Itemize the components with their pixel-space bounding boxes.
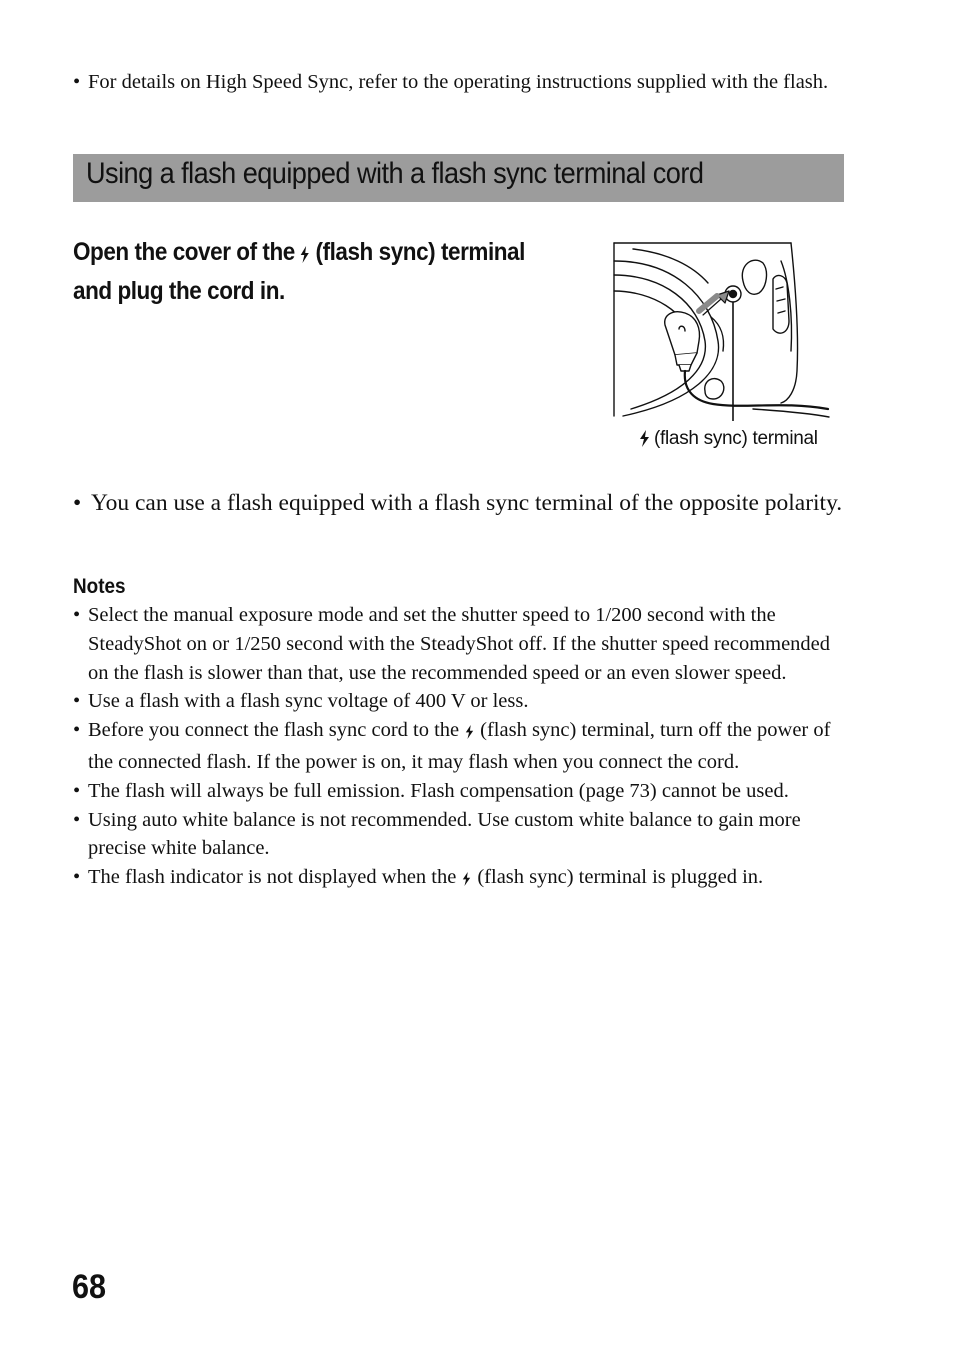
- note-item: • Select the manual exposure mode and set the shutter speed to 1/200 second with the SteadyShot on or 1/250 second with the SteadyShot off. If the shutter speed recommended on the flash is slower than that, use the recommended speed or an even slower speed.: [73, 601, 853, 687]
- flash-icon: [639, 430, 650, 453]
- note-item: • Using auto white balance is not recommended. Use custom white balance to gain more precise white balance.: [73, 806, 853, 864]
- notes-heading: Notes: [73, 575, 126, 598]
- polarity-list: [73, 487, 863, 519]
- step-instruction: [73, 234, 541, 309]
- flash-icon: [462, 866, 471, 895]
- intro-bullet: • For details on High Speed Sync, refer to the operating instructions supplied with the flash.: [73, 68, 853, 97]
- figure-caption: [639, 428, 818, 453]
- section-title: Using a flash equipped with a flash sync terminal cord: [86, 157, 704, 190]
- notes-list: [73, 601, 853, 895]
- step-text-part1: Open the cover of the: [73, 238, 295, 266]
- section-header-bar: [73, 154, 844, 202]
- step-text-part2: (flash sync) terminal and plug the cord in.: [73, 238, 525, 305]
- note-item: • The flash indicator is not displayed when the (flash sync) terminal is plugged in.: [73, 863, 853, 895]
- figure-caption-text: (flash sync) terminal: [654, 428, 818, 449]
- intro-list: [73, 68, 853, 97]
- camera-terminal-illustration: [613, 241, 831, 421]
- note-item: • Before you connect the flash sync cord to the (flash sync) terminal, turn off the power of the connected flash. If the power is on, it may flash when you connect the cord.: [73, 716, 853, 777]
- page-number: 68: [72, 1268, 107, 1306]
- polarity-bullet: • You can use a flash equipped with a flash sync terminal of the opposite polarity.: [73, 487, 863, 519]
- note-item: • Use a flash with a flash sync voltage of 400 V or less.: [73, 687, 853, 716]
- flash-icon: [300, 237, 310, 273]
- note-item: • The flash will always be full emission. Flash compensation (page 73) cannot be used.: [73, 777, 853, 806]
- flash-icon: [465, 719, 474, 748]
